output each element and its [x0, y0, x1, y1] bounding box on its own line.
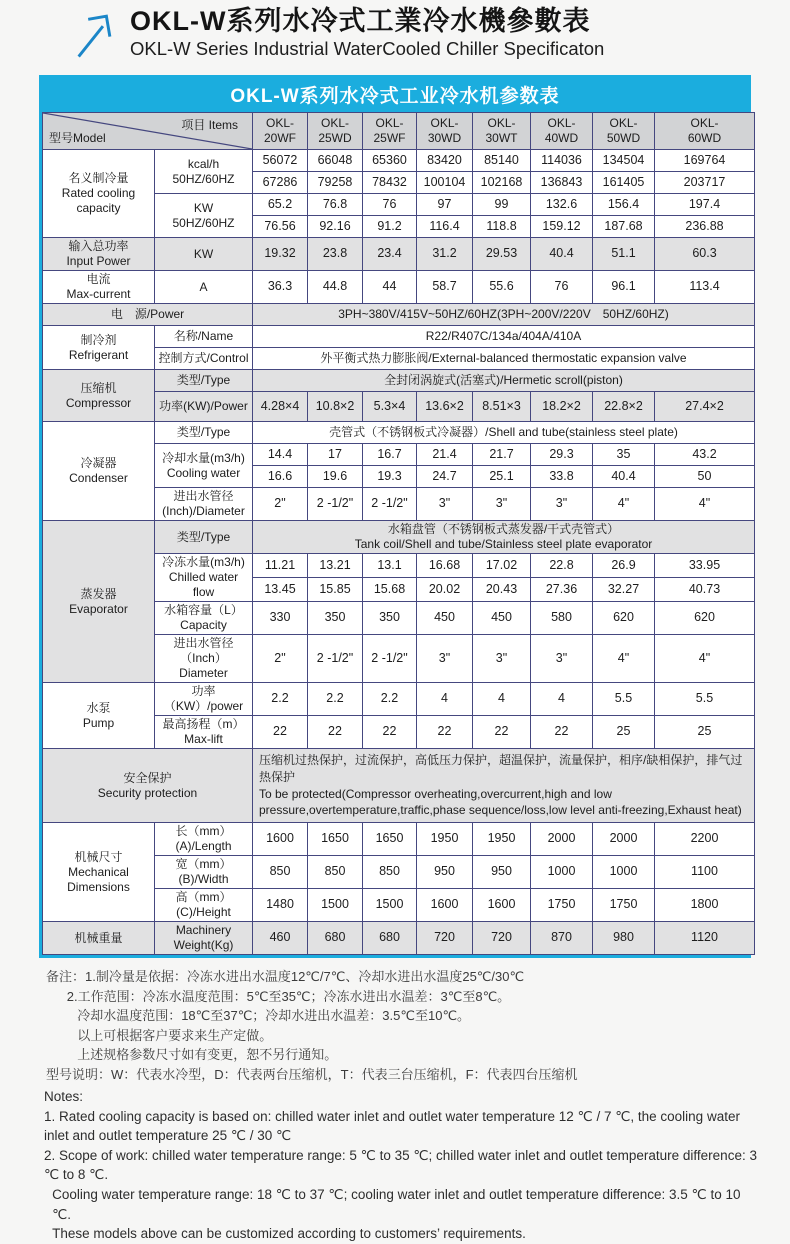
value-cell: 1500: [308, 889, 363, 922]
value-cell: 22: [473, 716, 531, 749]
refrigerant-name-value: R22/R407C/134a/404A/410A: [253, 326, 755, 348]
value-cell: 40.73: [655, 578, 755, 602]
value-cell: 1750: [531, 889, 593, 922]
value-cell: 15.85: [308, 578, 363, 602]
value-cell: 450: [417, 602, 473, 635]
value-cell: 1650: [308, 823, 363, 856]
value-cell: 4: [417, 683, 473, 716]
value-cell: 1600: [473, 889, 531, 922]
table-caption: OKL-W系列水冷式工业冷水机参数表: [42, 78, 748, 112]
value-cell: 40.4: [531, 238, 593, 271]
note-line: 备注：1.制冷量是依据：冷冻水进出水温度12℃/7℃、冷却水进出水温度25℃/30℃: [46, 969, 525, 985]
value-cell: 2": [253, 488, 308, 521]
value-cell: 31.2: [417, 238, 473, 271]
value-cell: 1480: [253, 889, 308, 922]
value-cell: 680: [308, 922, 363, 955]
value-cell: 3": [417, 488, 473, 521]
value-cell: 65360: [363, 150, 417, 172]
spec-table: [42, 112, 755, 955]
table-row: [43, 370, 755, 392]
table-row: [43, 326, 755, 348]
section-label-evaporator: 蒸发器 Evaporator: [43, 521, 155, 683]
value-cell: 236.88: [655, 216, 755, 238]
value-cell: 460: [253, 922, 308, 955]
value-cell: 680: [363, 922, 417, 955]
item-label: 最高扬程（m） Max-lift: [155, 716, 253, 749]
value-cell: 620: [593, 602, 655, 635]
section-label-refrigerant: 制冷剂 Refrigerant: [43, 326, 155, 370]
value-cell: 23.8: [308, 238, 363, 271]
model-header-cell: OKL- 50WD: [593, 113, 655, 150]
note-line: These models above can be customized according to customers’ requirements.: [52, 1226, 526, 1242]
note-line: 以上可根据客户要求来生产定做。: [77, 1027, 273, 1043]
refrigerant-control-value: 外平衡式热力膨胀阀/External-balanced thermostatic expansion valve: [253, 348, 755, 370]
value-cell: 1000: [531, 856, 593, 889]
item-label: A: [155, 271, 253, 304]
value-cell: 159.12: [531, 216, 593, 238]
value-cell: 83420: [417, 150, 473, 172]
value-cell: 1100: [655, 856, 755, 889]
value-cell: 2.2: [253, 683, 308, 716]
item-label: 控制方式/Control: [155, 348, 253, 370]
table-row: [43, 683, 755, 716]
condenser-type-value: 壳管式（不锈钢板式冷凝器）/Shell and tube(stainless steel plate): [253, 422, 755, 444]
value-cell: 2 -1/2": [363, 488, 417, 521]
value-cell: 16.68: [417, 554, 473, 578]
value-cell: 10.8×2: [308, 392, 363, 422]
value-cell: 3": [417, 635, 473, 683]
item-label: Machinery Weight(Kg): [155, 922, 253, 955]
value-cell: 13.21: [308, 554, 363, 578]
value-cell: 132.6: [531, 194, 593, 216]
value-cell: 22: [308, 716, 363, 749]
item-label: 进出水管径 (Inch)/Diameter: [155, 488, 253, 521]
value-cell: 96.1: [593, 271, 655, 304]
value-cell: 3": [531, 488, 593, 521]
value-cell: 2": [253, 635, 308, 683]
value-cell: 2.2: [308, 683, 363, 716]
section-label-input_power: 输入总功率 Input Power: [43, 238, 155, 271]
corner-cell: [43, 113, 253, 150]
value-cell: 102168: [473, 172, 531, 194]
value-cell: 870: [531, 922, 593, 955]
value-cell: 161405: [593, 172, 655, 194]
value-cell: 20.43: [473, 578, 531, 602]
value-cell: 4": [655, 635, 755, 683]
section-label-cooling: 名义制冷量 Rated cooling capacity: [43, 150, 155, 238]
value-cell: 79258: [308, 172, 363, 194]
value-cell: 91.2: [363, 216, 417, 238]
item-label: 功率(KW)/Power: [155, 392, 253, 422]
section-label-condenser: 冷凝器 Condenser: [43, 422, 155, 521]
note-line: Cooling water temperature range: 18 ℃ to 37 ℃; cooling water inlet and outlet temperature difference: 3.5 ℃ to 10 ℃.: [52, 1187, 741, 1222]
value-cell: 76.56: [253, 216, 308, 238]
note-line: 冷却水温度范围：18℃至37℃；冷却水进出水温差：3.5℃至10℃。: [77, 1008, 471, 1024]
section-label-current: 电流 Max-current: [43, 271, 155, 304]
value-cell: 25: [655, 716, 755, 749]
model-header-cell: OKL- 20WF: [253, 113, 308, 150]
table-row: [43, 521, 755, 554]
section-label-dimensions: 机械尺寸 Mechanical Dimensions: [43, 823, 155, 922]
value-cell: 66048: [308, 150, 363, 172]
value-cell: 22: [253, 716, 308, 749]
value-cell: 1650: [363, 823, 417, 856]
value-cell: 26.9: [593, 554, 655, 578]
table-row: [43, 271, 755, 304]
table-row: [43, 922, 755, 955]
value-cell: 1750: [593, 889, 655, 922]
value-cell: 14.4: [253, 444, 308, 466]
value-cell: 850: [363, 856, 417, 889]
value-cell: 22: [417, 716, 473, 749]
value-cell: 23.4: [363, 238, 417, 271]
value-cell: 980: [593, 922, 655, 955]
value-cell: 330: [253, 602, 308, 635]
item-label: 水箱容量（L） Capacity: [155, 602, 253, 635]
value-cell: 40.4: [593, 466, 655, 488]
notes-zh: [46, 967, 752, 1084]
value-cell: 4": [593, 488, 655, 521]
value-cell: 1120: [655, 922, 755, 955]
value-cell: 187.68: [593, 216, 655, 238]
item-label: 进出水管径（Inch） Diameter: [155, 635, 253, 683]
value-cell: 350: [363, 602, 417, 635]
value-cell: 580: [531, 602, 593, 635]
value-cell: 19.32: [253, 238, 308, 271]
model-header-cell: OKL- 25WD: [308, 113, 363, 150]
value-cell: 5.5: [655, 683, 755, 716]
value-cell: 1950: [473, 823, 531, 856]
value-cell: 620: [655, 602, 755, 635]
section-label-weight: 机械重量: [43, 922, 155, 955]
item-label: KW 50HZ/60HZ: [155, 194, 253, 238]
value-cell: 29.53: [473, 238, 531, 271]
value-cell: 4: [531, 683, 593, 716]
item-label: 高（mm）(C)/Height: [155, 889, 253, 922]
value-cell: 4.28×4: [253, 392, 308, 422]
arrow-logo-icon: [70, 6, 122, 62]
item-label: 名称/Name: [155, 326, 253, 348]
value-cell: 21.4: [417, 444, 473, 466]
item-label: 类型/Type: [155, 521, 253, 554]
value-cell: 3": [531, 635, 593, 683]
value-cell: 67286: [253, 172, 308, 194]
value-cell: 4: [473, 683, 531, 716]
value-cell: 720: [417, 922, 473, 955]
note-line: 1. Rated cooling capacity is based on: chilled water inlet and outlet water temperature 12 ℃ / 7 ℃, the cooling water inlet and outlet temperature 25 ℃ / 30 ℃: [44, 1108, 740, 1144]
value-cell: 35: [593, 444, 655, 466]
value-cell: 22.8×2: [593, 392, 655, 422]
note-line: 上述规格参数尺寸如有变更，恕不另行通知。: [77, 1047, 338, 1063]
model-header-cell: OKL- 60WD: [655, 113, 755, 150]
value-cell: 85140: [473, 150, 531, 172]
model-header-cell: OKL- 30WT: [473, 113, 531, 150]
value-cell: 17: [308, 444, 363, 466]
value-cell: 15.68: [363, 578, 417, 602]
value-cell: 21.7: [473, 444, 531, 466]
value-cell: 20.02: [417, 578, 473, 602]
value-cell: 720: [473, 922, 531, 955]
value-cell: 29.3: [531, 444, 593, 466]
value-cell: 5.3×4: [363, 392, 417, 422]
corner-items-label: 项目 Items: [181, 118, 238, 132]
value-cell: 51.1: [593, 238, 655, 271]
model-header-cell: OKL- 40WD: [531, 113, 593, 150]
value-cell: 17.02: [473, 554, 531, 578]
model-header-cell: OKL- 25WF: [363, 113, 417, 150]
value-cell: 22: [531, 716, 593, 749]
note-line: 2. Scope of work: chilled water temperature range: 5 ℃ to 35 ℃; chilled water inlet and outlet temperature difference: 3 ℃ to 8 ℃.: [44, 1147, 757, 1183]
value-cell: 3": [473, 488, 531, 521]
item-label: 长（mm）(A)/Length: [155, 823, 253, 856]
table-row: [43, 304, 755, 326]
spec-table-container: [39, 75, 751, 958]
value-cell: 24.7: [417, 466, 473, 488]
value-cell: 13.6×2: [417, 392, 473, 422]
item-label: KW: [155, 238, 253, 271]
value-cell: 56072: [253, 150, 308, 172]
value-cell: 950: [473, 856, 531, 889]
value-cell: 33.95: [655, 554, 755, 578]
value-cell: 2000: [593, 823, 655, 856]
value-cell: 3": [473, 635, 531, 683]
value-cell: 850: [253, 856, 308, 889]
page-header: [0, 0, 790, 62]
model-header-row: [43, 113, 755, 150]
value-cell: 850: [308, 856, 363, 889]
value-cell: 16.7: [363, 444, 417, 466]
value-cell: 55.6: [473, 271, 531, 304]
value-cell: 97: [417, 194, 473, 216]
section-label-pump: 水泵 Pump: [43, 683, 155, 749]
page-title-zh: OKL-W系列水冷式工業冷水機參數表: [130, 6, 591, 36]
power-supply-value: 3PH~380V/415V~50HZ/60HZ(3PH~200V/220V 50HZ/60HZ): [253, 304, 755, 326]
value-cell: 18.2×2: [531, 392, 593, 422]
value-cell: 203717: [655, 172, 755, 194]
value-cell: 76: [363, 194, 417, 216]
value-cell: 118.8: [473, 216, 531, 238]
value-cell: 60.3: [655, 238, 755, 271]
value-cell: 32.27: [593, 578, 655, 602]
table-row: [43, 749, 755, 823]
value-cell: 92.16: [308, 216, 363, 238]
value-cell: 22: [363, 716, 417, 749]
item-label: 类型/Type: [155, 422, 253, 444]
model-header-cell: OKL- 30WD: [417, 113, 473, 150]
note-line: 2.工作范围：冷冻水温度范围：5℃至35℃；冷冻水进出水温差：3℃至8℃。: [66, 988, 511, 1004]
evaporator-type-value: 水箱盘管（不锈钢板式蒸发器/干式壳管式） Tank coil/Shell and tube/Stainless steel plate evaporator: [253, 521, 755, 554]
value-cell: 950: [417, 856, 473, 889]
item-label: 功率（KW）/power: [155, 683, 253, 716]
item-label: 冷却水量(m3/h) Cooling water: [155, 444, 253, 488]
section-label-security: 安全保护 Security protection: [43, 749, 253, 823]
value-cell: 197.4: [655, 194, 755, 216]
value-cell: 11.21: [253, 554, 308, 578]
value-cell: 169764: [655, 150, 755, 172]
value-cell: 2 -1/2": [363, 635, 417, 683]
value-cell: 44: [363, 271, 417, 304]
value-cell: 1500: [363, 889, 417, 922]
page-title-en: OKL-W Series Industrial WaterCooled Chiller Specificaton: [130, 38, 605, 60]
value-cell: 113.4: [655, 271, 755, 304]
value-cell: 78432: [363, 172, 417, 194]
title-block: [130, 6, 604, 60]
value-cell: 19.6: [308, 466, 363, 488]
table-row: [43, 422, 755, 444]
spec-table-body: [43, 150, 755, 955]
value-cell: 8.51×3: [473, 392, 531, 422]
value-cell: 25: [593, 716, 655, 749]
value-cell: 114036: [531, 150, 593, 172]
value-cell: 65.2: [253, 194, 308, 216]
value-cell: 116.4: [417, 216, 473, 238]
table-row: [43, 238, 755, 271]
note-line: 型号说明：W：代表水冷型，D：代表两台压缩机，T：代表三台压缩机，F：代表四台压缩机: [46, 1066, 578, 1082]
value-cell: 156.4: [593, 194, 655, 216]
notes-en: [44, 1087, 760, 1244]
value-cell: 16.6: [253, 466, 308, 488]
value-cell: 22.8: [531, 554, 593, 578]
corner-model-label: 型号Model: [49, 131, 106, 145]
value-cell: 19.3: [363, 466, 417, 488]
item-label: kcal/h 50HZ/60HZ: [155, 150, 253, 194]
note-line: Notes:: [44, 1089, 84, 1105]
value-cell: 2 -1/2": [308, 635, 363, 683]
value-cell: 350: [308, 602, 363, 635]
value-cell: 76.8: [308, 194, 363, 216]
value-cell: 134504: [593, 150, 655, 172]
value-cell: 100104: [417, 172, 473, 194]
value-cell: 2.2: [363, 683, 417, 716]
table-row: [43, 150, 755, 172]
section-label-power-supply: 电 源/Power: [43, 304, 253, 326]
value-cell: 36.3: [253, 271, 308, 304]
value-cell: 76: [531, 271, 593, 304]
value-cell: 58.7: [417, 271, 473, 304]
value-cell: 1000: [593, 856, 655, 889]
value-cell: 1950: [417, 823, 473, 856]
value-cell: 27.4×2: [655, 392, 755, 422]
item-label: 宽（mm）(B)/Width: [155, 856, 253, 889]
value-cell: 25.1: [473, 466, 531, 488]
value-cell: 1600: [253, 823, 308, 856]
value-cell: 33.8: [531, 466, 593, 488]
value-cell: 2 -1/2": [308, 488, 363, 521]
value-cell: 1800: [655, 889, 755, 922]
compressor-type-value: 全封闭涡旋式(活塞式)/Hermetic scroll(piston): [253, 370, 755, 392]
value-cell: 50: [655, 466, 755, 488]
value-cell: 5.5: [593, 683, 655, 716]
value-cell: 136843: [531, 172, 593, 194]
security-value: 压缩机过热保护，过流保护，高低压力保护，超温保护，流量保护，相序/缺相保护，排气过热保护 To be protected(Compressor overheating,overcurrent,high and low pressure,overtemperature,traffic,phase sequence/loss,low level anti-freezing,Exhaust heat): [253, 749, 755, 823]
value-cell: 44.8: [308, 271, 363, 304]
item-label: 类型/Type: [155, 370, 253, 392]
value-cell: 2000: [531, 823, 593, 856]
value-cell: 13.1: [363, 554, 417, 578]
value-cell: 450: [473, 602, 531, 635]
section-label-compressor: 压缩机 Compressor: [43, 370, 155, 422]
value-cell: 2200: [655, 823, 755, 856]
value-cell: 1600: [417, 889, 473, 922]
value-cell: 43.2: [655, 444, 755, 466]
item-label: 冷冻水量(m3/h) Chilled water flow: [155, 554, 253, 602]
value-cell: 13.45: [253, 578, 308, 602]
table-row: [43, 823, 755, 856]
value-cell: 99: [473, 194, 531, 216]
value-cell: 4": [593, 635, 655, 683]
value-cell: 4": [655, 488, 755, 521]
value-cell: 27.36: [531, 578, 593, 602]
